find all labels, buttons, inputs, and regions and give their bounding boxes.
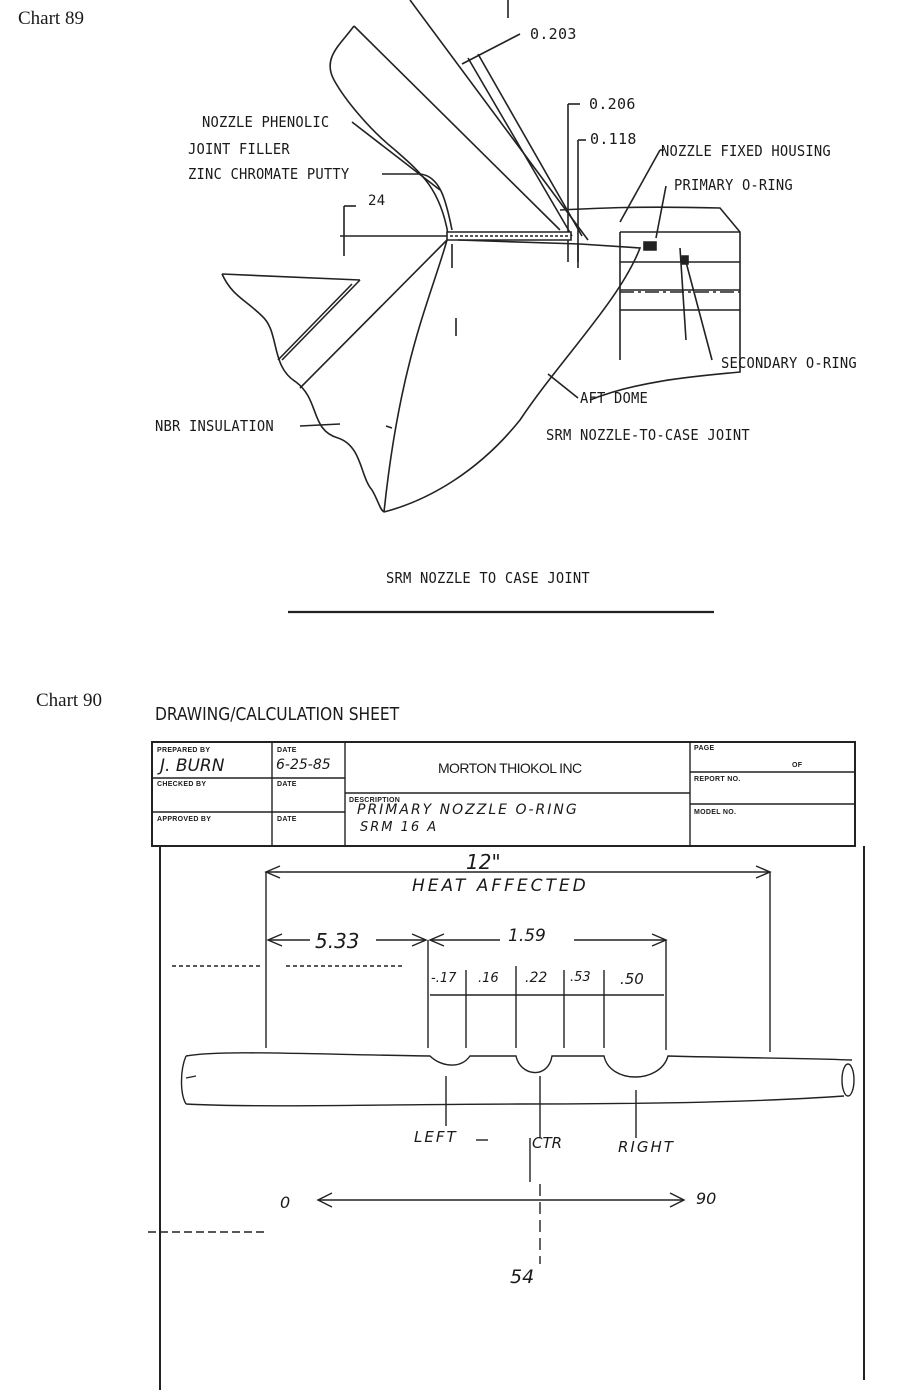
label-24: 24 xyxy=(368,193,386,209)
label-0206: 0.206 xyxy=(589,95,636,113)
label-fixed-housing: NOZZLE FIXED HOUSING xyxy=(661,142,831,160)
oring-left-end xyxy=(182,1056,187,1104)
ctr-label: CTR xyxy=(532,1134,563,1152)
chart-90-label: Chart 90 xyxy=(36,690,102,711)
scale-end-label: 90 xyxy=(696,1189,717,1208)
of-label: OF xyxy=(792,762,803,769)
segment-2-label: .16 xyxy=(478,971,499,986)
page-label: PAGE xyxy=(694,745,715,752)
label-nozzle-phenolic: NOZZLE PHENOLIC xyxy=(202,113,330,131)
model-no-label: MODEL NO. xyxy=(694,809,737,816)
oring-bottom-edge xyxy=(186,1096,844,1106)
right-label: RIGHT xyxy=(618,1138,675,1156)
label-aft-dome: AFT DOME xyxy=(580,389,648,407)
checked-by-label: CHECKED BY xyxy=(157,781,207,788)
label-zinc-putty: ZINC CHROMATE PUTTY xyxy=(188,165,350,183)
description-label: DESCRIPTION xyxy=(349,797,401,804)
dim-533-label: 5.33 xyxy=(315,929,360,953)
date-label-3: DATE xyxy=(277,816,297,823)
center-value-label: 54 xyxy=(510,1266,535,1288)
label-nbr-insulation: NBR INSULATION xyxy=(155,417,274,435)
chart-89-caption: SRM NOZZLE TO CASE JOINT xyxy=(386,569,590,587)
sheet-title: DRAWING/CALCULATION SHEET xyxy=(155,704,400,725)
description-line1: PRIMARY NOZZLE O-RING xyxy=(357,802,579,818)
prepared-by-label: PREPARED BY xyxy=(157,747,211,754)
segment-1-label: -.17 xyxy=(431,971,457,986)
company-name: MORTON THIOKOL INC xyxy=(438,760,582,776)
oring-top-edge xyxy=(186,1053,852,1077)
title-block-frame xyxy=(152,742,855,846)
overall-length-label: 12" xyxy=(466,850,501,874)
report-no-label: REPORT NO. xyxy=(694,776,741,783)
segment-3-label: .22 xyxy=(525,970,548,986)
label-0203: 0.203 xyxy=(530,25,577,43)
oring-right-end xyxy=(842,1064,854,1096)
label-primary-oring: PRIMARY O-RING xyxy=(674,176,793,194)
heat-affected-label: HEAT AFFECTED xyxy=(412,876,589,896)
label-secondary-oring: SECONDARY O-RING xyxy=(721,354,857,372)
prepared-by-value: J. BURN xyxy=(160,756,225,776)
scale-start-label: 0 xyxy=(280,1193,291,1212)
left-label: LEFT xyxy=(414,1128,458,1146)
label-0118: 0.118 xyxy=(590,130,637,148)
dim-159-label: 1.59 xyxy=(508,926,546,946)
description-line2: SRM 16 A xyxy=(360,820,439,835)
date-label: DATE xyxy=(277,747,297,754)
chart-89-label: Chart 89 xyxy=(18,8,84,29)
label-joint-filler: JOINT FILLER xyxy=(188,140,290,158)
approved-by-label: APPROVED BY xyxy=(157,816,212,823)
date-label-2: DATE xyxy=(277,781,297,788)
date-value: 6-25-85 xyxy=(276,757,331,773)
segment-5-label: .50 xyxy=(620,970,644,988)
segment-4-label: .53 xyxy=(570,970,591,985)
label-srm-joint-inner: SRM NOZZLE-TO-CASE JOINT xyxy=(546,426,750,444)
